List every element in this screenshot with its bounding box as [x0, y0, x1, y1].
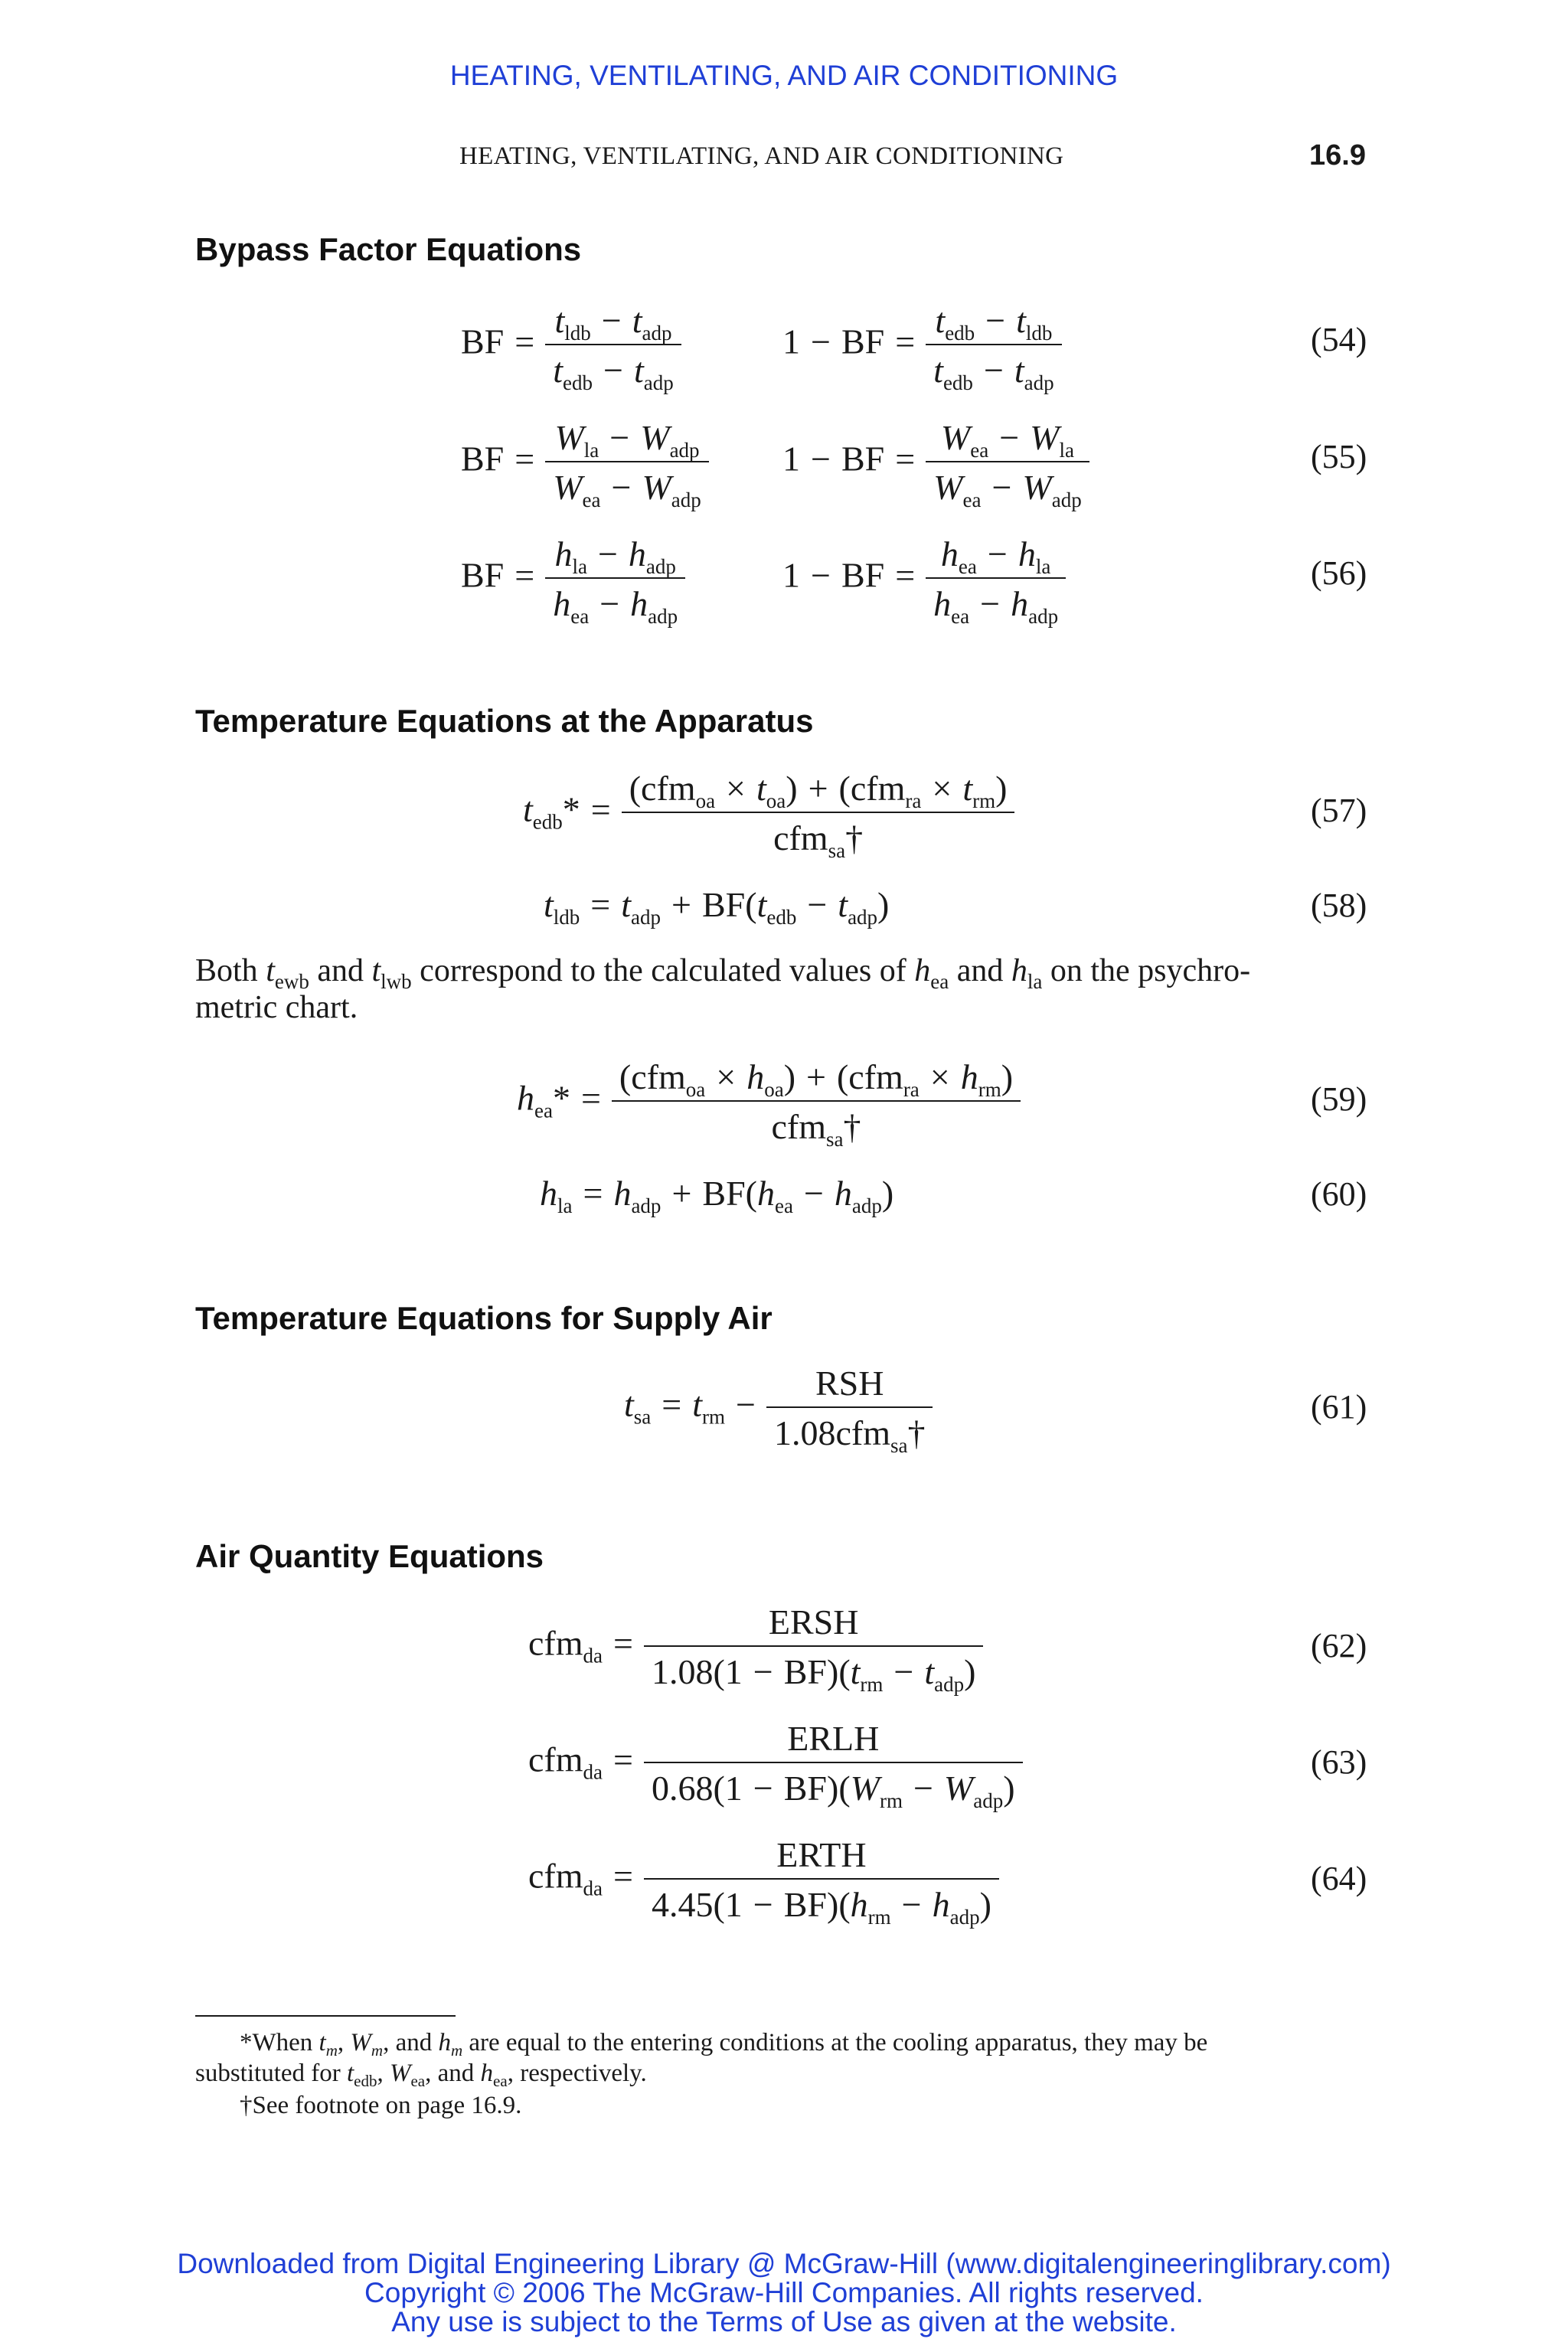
equation-number-64: (64) — [1311, 1860, 1367, 1897]
equation-61: $t_{sa} = t_{rm}$ − $\frac{\text{RSH}}{1.08cfm_{sa}\dagger}$ — [624, 1363, 933, 1453]
equation-number-60: (60) — [1311, 1175, 1367, 1213]
section-heading-air-quantity: Air Quantity Equations — [195, 1538, 544, 1574]
equation-number-54: (54) — [1311, 321, 1367, 358]
footer-terms-line[interactable]: Any use is subject to the Terms of Use as given at the website. — [391, 2306, 1177, 2337]
equation-55-right: 1 − BF = $\frac{W_{ea} - W_{la}}{W_{ea} - W_{adp}}$ — [782, 417, 1089, 508]
equation-56-right: 1 − BF = $\frac{h_{ea} - h_{la}}{h_{ea} - h_{adp}}$ — [782, 534, 1066, 624]
equation-number-62: (62) — [1311, 1627, 1367, 1664]
equation-57: $t_{edb}*$ = $\frac{(cfm_{oa} \times t_{oa}) + (cfm_{ra} \times t_{rm})}{cfm_{sa}\dagger}$ — [523, 768, 1014, 858]
footer-download-line[interactable]: Downloaded from Digital Engineering Library @ McGraw-Hill (www.digitalengineeringlibrary.com) — [177, 2248, 1391, 2279]
equation-56-left: BF = $\frac{h_{la} - h_{adp}}{h_{ea} - h_{adp}}$ — [461, 534, 685, 624]
equation-number-55: (55) — [1311, 438, 1367, 475]
equation-59: $h_{ea}*$ = $\frac{(cfm_{oa} \times h_{oa}) + (cfm_{ra} \times h_{rm})}{cfm_{sa}\dagger}$ — [517, 1057, 1021, 1147]
equation-54-right: 1 − BF = $\frac{t_{edb} - t_{ldb}}{t_{edb} - t_{adp}}$ — [782, 300, 1062, 390]
equation-number-59: (59) — [1311, 1080, 1367, 1118]
footnote-rule — [195, 2015, 456, 2017]
equation-55-left: BF = $\frac{W_{la} - W_{adp}}{W_{ea} - W_{adp}}$ — [461, 417, 709, 508]
equation-number-61: (61) — [1311, 1388, 1367, 1426]
equation-60: $h_{la} = h_{adp} + BF(h_{ea} - h_{adp})$ — [540, 1174, 894, 1217]
equation-number-63: (63) — [1311, 1743, 1367, 1781]
section-heading-apparatus: Temperature Equations at the Apparatus — [195, 703, 814, 739]
equation-64: cfm$_{da}$ = $\frac{\text{ERTH}}{4.45(1 - BF)(h_{rm} - h_{adp})}$ — [528, 1834, 999, 1925]
body-paragraph: Both $t_{ewb}$ and $t_{lwb}$ correspond to the calculated values of $h_{ea}$ and $h_{la}$ on the psychro- metric chart. — [195, 953, 1251, 1025]
equation-number-56: (56) — [1311, 554, 1367, 592]
footnote-dagger: †See footnote on page 16.9. — [240, 2092, 522, 2119]
equation-number-58: (58) — [1311, 887, 1367, 924]
equation-63: cfm$_{da}$ = $\frac{\text{ERLH}}{0.68(1 - BF)(W_{rm} - W_{adp})}$ — [528, 1718, 1023, 1808]
top-banner: HEATING, VENTILATING, AND AIR CONDITIONING — [449, 60, 1119, 91]
equation-58: $t_{ldb} = t_{adp} + BF(t_{edb} - t_{adp})$ — [544, 885, 890, 929]
running-head: HEATING, VENTILATING, AND AIR CONDITIONING — [459, 142, 1064, 170]
page-number: 16.9 — [1309, 139, 1366, 172]
footnote-star: *When $t_m$, $W_m$, and $h_m$ are equal to the entering conditions at the cooling apparatus, they may be substituted for $t_{edb}$, $W_{ea}$, and $h_{ea}$, respectively. — [195, 2029, 1208, 2090]
section-heading-supply: Temperature Equations for Supply Air — [195, 1300, 773, 1336]
footer-copyright-line: Copyright © 2006 The McGraw-Hill Companies. All rights reserved. — [364, 2277, 1204, 2308]
section-heading-bypass: Bypass Factor Equations — [195, 231, 582, 267]
equation-number-57: (57) — [1311, 792, 1367, 829]
equation-54-left: BF = $\frac{t_{ldb} - t_{adp}}{t_{edb} - t_{adp}}$ — [461, 300, 681, 390]
equation-62: cfm$_{da}$ = $\frac{\text{ERSH}}{1.08(1 - BF)(t_{rm} - t_{adp})}$ — [528, 1602, 983, 1692]
